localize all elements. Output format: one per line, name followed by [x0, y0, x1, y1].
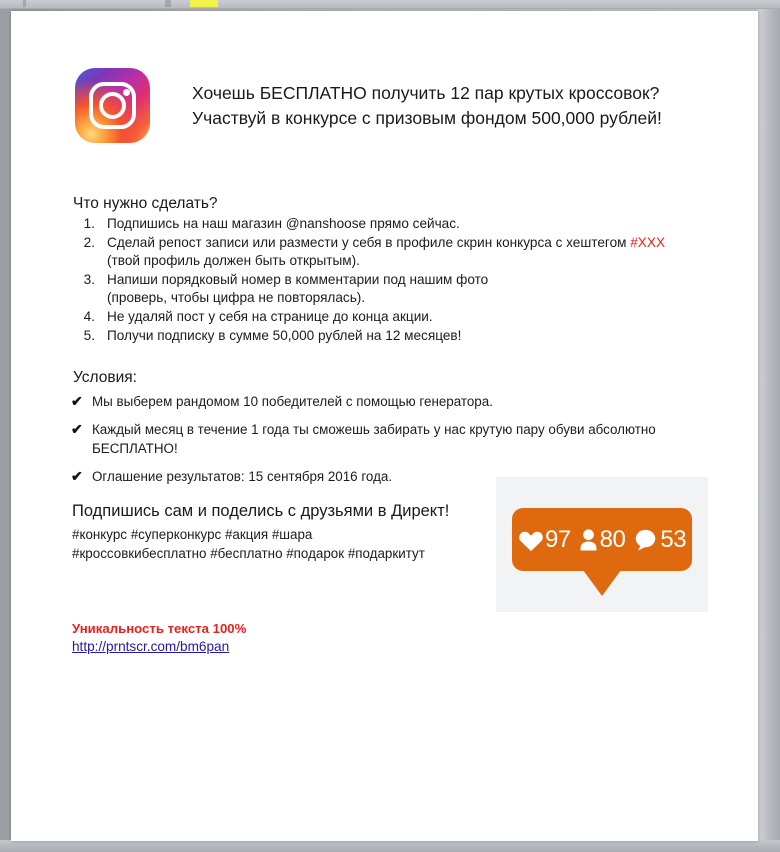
- list-item-text: Мы выберем рандомом 10 победителей с помощью генератора.: [92, 394, 493, 409]
- badge-tail-shape: [583, 570, 621, 596]
- instagram-icon: [75, 68, 150, 143]
- toolbar-glyph-left[interactable]: [23, 0, 26, 7]
- check-icon: ✔: [71, 393, 83, 409]
- check-icon: ✔: [71, 468, 83, 485]
- list-item-number: 1.: [83, 216, 95, 231]
- list-item-text: Сделай репост записи или размести у себя в профиле скрин конкурса с хештегом: [107, 234, 631, 250]
- page-title: [192, 81, 662, 131]
- list-item-text: Получи подписку в сумме 50,000 рублей на 12 месяцев!: [107, 327, 462, 343]
- list-item: [73, 308, 723, 327]
- list-item-number: 3.: [83, 271, 95, 287]
- followers-count: 80: [599, 525, 626, 553]
- toolbar-highlight-swatch[interactable]: [190, 0, 218, 7]
- hashtag-placeholder: #XXX: [630, 234, 666, 250]
- engagement-badge-bubble: [512, 508, 692, 571]
- engagement-badge-image: [496, 477, 708, 612]
- list-item-text: Каждый месяц в течение 1 года ты сможешь забирать у нас крутую пару обуви абсолютно БЕСПЛАТНО!: [92, 422, 656, 456]
- source-link[interactable]: http://prntscr.com/bm6pan: [72, 639, 230, 654]
- list-item-subtext: (твой профиль должен быть открытым).: [107, 253, 360, 269]
- heart-icon: [518, 528, 544, 552]
- instagram-dot-shape: [123, 89, 130, 96]
- list-item: [73, 234, 723, 271]
- list-item-subtext: (проверь, чтобы цифра не повторялась).: [107, 290, 366, 306]
- list-item: [71, 393, 731, 411]
- toolbar-glyph-center[interactable]: [165, 0, 171, 7]
- todo-heading: Что нужно сделать?: [73, 195, 218, 212]
- page-gutter-right: [758, 9, 780, 852]
- list-item-number: 4.: [83, 308, 95, 324]
- hashtag-line-1: #конкурс #суперконкурс #акция #шара: [72, 527, 313, 542]
- hashtag-block: [72, 525, 425, 563]
- headline-line-2: Участвуй в конкурсе с призовым фондом 500,000 рублей!: [192, 107, 662, 128]
- person-icon: [578, 528, 599, 552]
- list-item-text: Напиши порядковый номер в комментарии под нашим фото: [107, 271, 489, 287]
- comments-count: 53: [660, 525, 687, 553]
- header-row: [75, 68, 715, 143]
- headline-line-1: Хочешь БЕСПЛАТНО получить 12 пар крутых кроссовок?: [192, 82, 660, 103]
- list-item-number: 5.: [83, 327, 95, 343]
- likes-stat: [518, 525, 571, 553]
- list-item: [71, 421, 731, 458]
- page-gutter-bottom: [0, 840, 780, 852]
- instagram-lens-shape: [99, 92, 126, 119]
- document-body: [11, 11, 758, 841]
- list-item-number: 2.: [83, 234, 95, 250]
- list-item: [73, 327, 723, 346]
- page-frame: [0, 9, 780, 852]
- call-to-action-text: Подпишись сам и поделись с друзьями в Директ!: [72, 502, 450, 520]
- list-item-text: Подпишись на наш магазин @nanshoose прямо сейчас.: [107, 216, 460, 231]
- terms-heading: Условия:: [73, 369, 137, 386]
- followers-stat: [578, 525, 626, 553]
- list-item: [73, 215, 723, 234]
- likes-count: 97: [544, 525, 571, 553]
- list-item: [73, 271, 723, 308]
- comment-icon: [632, 528, 659, 552]
- todo-list: [73, 215, 723, 345]
- list-item-text: Оглашение результатов: 15 сентября 2016 года.: [92, 469, 393, 485]
- hashtag-line-2: #кроссовкибесплатно #бесплатно #подарок #подаркитут: [72, 546, 425, 561]
- comments-stat: [632, 525, 687, 553]
- document-page: [11, 11, 758, 841]
- list-item-text: Не удаляй пост у себя на странице до конца акции.: [107, 308, 433, 324]
- uniqueness-note: Уникальность текста 100%: [72, 621, 247, 636]
- check-icon: ✔: [71, 421, 83, 438]
- toolbar-strip[interactable]: [0, 0, 780, 9]
